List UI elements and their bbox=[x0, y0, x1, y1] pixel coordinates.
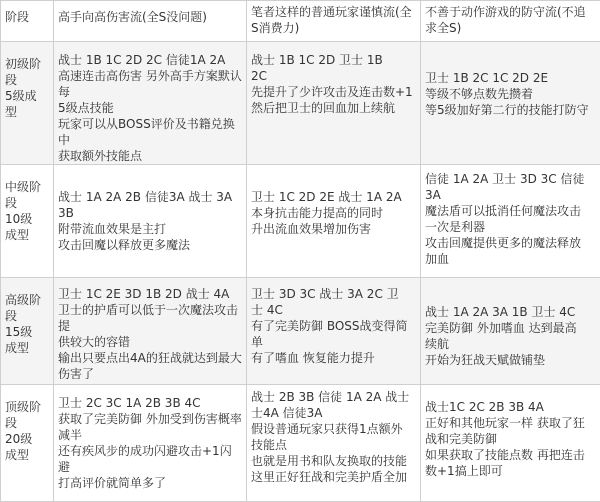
table-row bbox=[1, 165, 600, 278]
table-row bbox=[1, 278, 600, 385]
cautious-cell: 卫士 1C 2D 2E 战士 1A 2A 本身抗击能力提高的同时 升出流血效果增加伤害 bbox=[247, 165, 421, 278]
header-row bbox=[1, 1, 600, 42]
header-defensive: 不善于动作游戏的防守流(不追求全S) bbox=[421, 1, 600, 42]
high-damage-cell: 卫士 1C 2E 3D 1B 2D 战士 4A 卫士的护盾可以低于一次魔法攻击提 供较大的容错 输出只要点出4A的狂战就达到最大 伤害了 bbox=[54, 278, 247, 385]
high-damage-cell: 卫士 2C 3C 1A 2B 3B 4C 获取了完美防御 外加受到伤害概率 减半 还有疾风步的成功闪避攻击+1闪避 打高评价就简单多了 bbox=[54, 385, 247, 502]
stage-cell: 初级阶 段 5级成 型 bbox=[1, 42, 54, 165]
header-high-damage: 高手向高伤害流(全S没问题) bbox=[54, 1, 247, 42]
defensive-cell: 卫士 1B 2C 1C 2D 2E 等级不够点数先攒着 等5级加好第二行的技能打防守 bbox=[421, 42, 600, 165]
defensive-cell: 战士 1A 2A 3A 1B 卫士 4C 完美防御 外加嗜血 达到最高 续航 开始为狂战天赋做铺垫 bbox=[421, 278, 600, 385]
defensive-cell: 战士1C 2C 2B 3B 4A 正好和其他玩家一样 获取了狂 战和完美防御 如果获取了技能点数 再把连击 数+1搞上即可 bbox=[421, 385, 600, 502]
table-row bbox=[1, 385, 600, 502]
header-stage: 阶段 bbox=[1, 1, 54, 42]
cautious-cell: 战士 1B 1C 2D 卫士 1B 2C 先提升了少许攻击及连击数+1 然后把卫士的回血加上续航 bbox=[247, 42, 421, 165]
cautious-cell: 卫士 3D 3C 战士 3A 2C 卫 士 4C 有了完美防御 BOSS战变得简 单 有了嗜血 恢复能力提升 bbox=[247, 278, 421, 385]
high-damage-cell: 战士 1A 2A 2B 信徒3A 战士 3A 3B 附带流血效果是主打 攻击回魔以释放更多魔法 bbox=[54, 165, 247, 278]
defensive-cell: 信徒 1A 2A 卫士 3D 3C 信徒 3A 魔法盾可以抵消任何魔法攻击 一次是利器 攻击回魔提供更多的魔法释放 加血 bbox=[421, 165, 600, 278]
stage-cell: 顶级阶 段 20级 成型 bbox=[1, 385, 54, 502]
header-cautious: 笔者这样的普通玩家谨慎流(全S消费力) bbox=[247, 1, 421, 42]
cautious-cell: 战士 2B 3B 信徒 1A 2A 战士 士4A 信徒3A 假设普通玩家只获得1点额外 技能点 也就是用书和队友换取的技能 这里正好狂战和完美护盾全加 bbox=[247, 385, 421, 502]
high-damage-cell: 战士 1B 1C 2D 2C 信徒1A 2A 高速连击高伤害 另外高手方案默认每 5级点技能 玩家可以从BOSS评价及书籍兑换中 获取额外技能点 bbox=[54, 42, 247, 165]
stage-cell: 中级阶 段 10级 成型 bbox=[1, 165, 54, 278]
stage-cell: 高级阶 段 15级 成型 bbox=[1, 278, 54, 385]
table-row bbox=[1, 42, 600, 165]
